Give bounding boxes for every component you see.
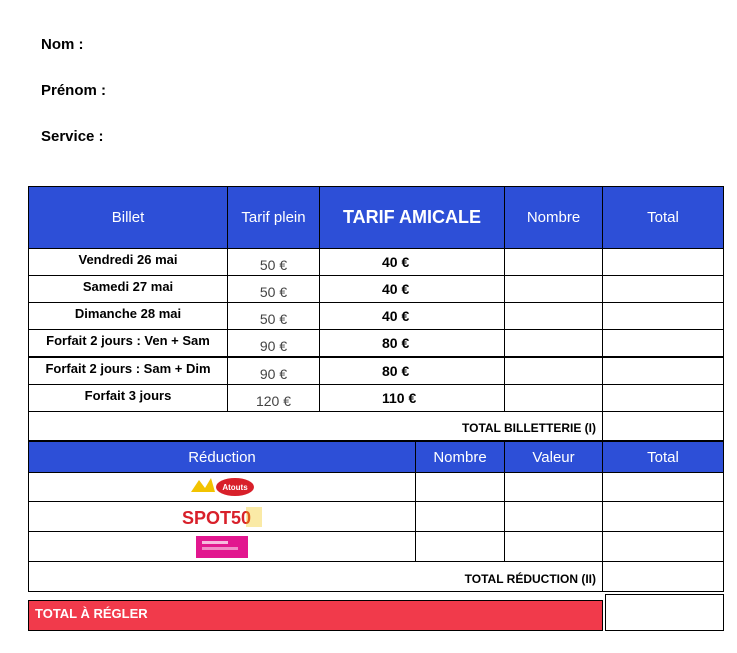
ticket-label: Forfait 3 jours xyxy=(28,384,228,412)
reduction-nombre-cell[interactable] xyxy=(415,501,505,532)
total-billetterie-label: TOTAL BILLETTERIE (I) xyxy=(28,411,603,441)
header-reduction-nombre: Nombre xyxy=(415,441,505,473)
header-nombre: Nombre xyxy=(504,186,603,249)
ticket-tarif-plein: 50 € xyxy=(227,275,320,303)
ticket-total-cell[interactable] xyxy=(602,384,724,412)
total-a-regler-label: TOTAL À RÉGLER xyxy=(28,600,603,631)
atouts-logo-icon xyxy=(189,474,255,500)
ticket-tarif-plein: 90 € xyxy=(227,357,320,385)
reduction-nombre-cell[interactable] xyxy=(415,472,505,502)
ticket-nombre-cell[interactable] xyxy=(504,302,603,330)
header-reduction-valeur: Valeur xyxy=(504,441,603,473)
ticket-total-cell[interactable] xyxy=(602,357,724,385)
ticket-tarif-plein: 50 € xyxy=(227,302,320,330)
ticket-label: Vendredi 26 mai xyxy=(28,248,228,276)
ticket-total-cell[interactable] xyxy=(602,302,724,330)
ticket-label: Forfait 2 jours : Sam + Dim xyxy=(28,357,228,385)
service-field-label: Service : xyxy=(41,128,104,145)
reduction-valeur-cell[interactable] xyxy=(504,472,603,502)
total-reduction-label: TOTAL RÉDUCTION (II) xyxy=(28,561,603,592)
ticket-nombre-cell[interactable] xyxy=(504,384,603,412)
header-total: Total xyxy=(602,186,724,249)
header-tarif-amicale: TARIF AMICALE xyxy=(319,186,505,249)
ticket-tarif-amicale: 40 € xyxy=(319,275,505,303)
ticket-tarif-amicale: 40 € xyxy=(319,248,505,276)
total-billetterie-value[interactable] xyxy=(602,411,724,441)
ticket-nombre-cell[interactable] xyxy=(504,329,603,357)
header-tarif-plein: Tarif plein xyxy=(227,186,320,249)
ticket-tarif-plein: 50 € xyxy=(227,248,320,276)
ticket-label: Forfait 2 jours : Ven + Sam xyxy=(28,329,228,357)
header-reduction: Réduction xyxy=(28,441,416,473)
ticket-label: Dimanche 28 mai xyxy=(28,302,228,330)
reduction-total-cell[interactable] xyxy=(602,472,724,502)
ticket-tarif-amicale: 110 € xyxy=(319,384,505,412)
reduction-total-cell[interactable] xyxy=(602,531,724,562)
reduction-row-card xyxy=(28,531,416,562)
ticket-total-cell[interactable] xyxy=(602,248,724,276)
prenom-field-label: Prénom : xyxy=(41,82,107,99)
ticket-total-cell[interactable] xyxy=(602,329,724,357)
ticket-tarif-plein: 90 € xyxy=(227,329,320,357)
reduction-valeur-cell[interactable] xyxy=(504,501,603,532)
order-form xyxy=(28,186,724,632)
ticket-tarif-amicale: 40 € xyxy=(319,302,505,330)
reduction-total-cell[interactable] xyxy=(602,501,724,532)
reduction-row-spot50 xyxy=(28,501,416,532)
total-reduction-value[interactable] xyxy=(602,561,724,592)
ticket-total-cell[interactable] xyxy=(602,275,724,303)
header-reduction-total: Total xyxy=(602,441,724,473)
header-billet: Billet xyxy=(28,186,228,249)
ticket-tarif-amicale: 80 € xyxy=(319,329,505,357)
ticket-tarif-plein: 120 € xyxy=(227,384,320,412)
reduction-nombre-cell[interactable] xyxy=(415,531,505,562)
ticket-nombre-cell[interactable] xyxy=(504,357,603,385)
total-a-regler-value[interactable] xyxy=(605,594,724,631)
pink-card-icon xyxy=(194,534,250,560)
reduction-row-atouts xyxy=(28,472,416,502)
spot50-logo-icon xyxy=(180,504,264,530)
reduction-valeur-cell[interactable] xyxy=(504,531,603,562)
atouts-logo-text: Atouts xyxy=(222,483,248,492)
ticket-nombre-cell[interactable] xyxy=(504,275,603,303)
ticket-label: Samedi 27 mai xyxy=(28,275,228,303)
ticket-tarif-amicale: 80 € xyxy=(319,357,505,385)
ticket-nombre-cell[interactable] xyxy=(504,248,603,276)
nom-field-label: Nom : xyxy=(41,36,84,53)
spot50-logo-text: SPOT50 xyxy=(182,507,252,528)
